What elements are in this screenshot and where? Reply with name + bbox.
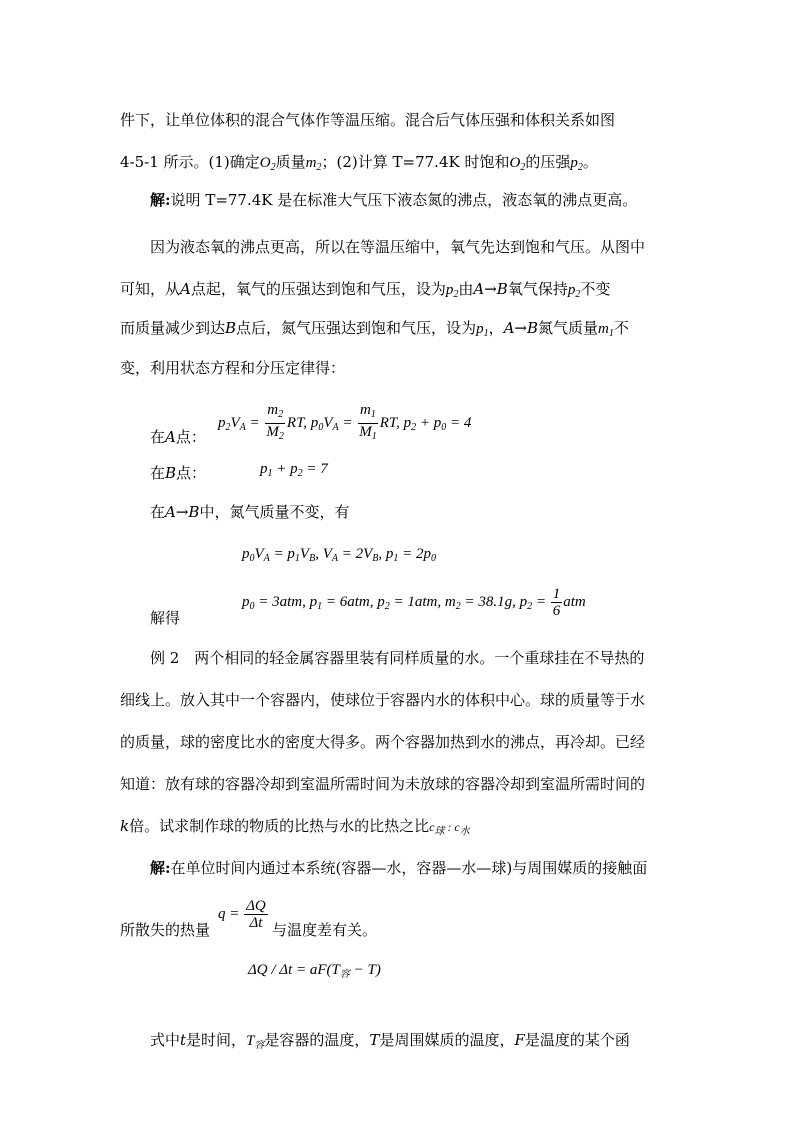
paragraph-line: 可知，从A点起，氧气的压强达到饱和气压，设为$p_2$由A→B氧气保持$p_2$不变 xyxy=(120,280,611,300)
paragraph-line: 所散失的热量 xyxy=(120,921,211,939)
paragraph-line: 式中t是时间，$T_容$是容器的温度，T是周围媒质的温度，F是温度的某个函 xyxy=(150,1031,630,1051)
p1-symbol: $p_1$ xyxy=(476,321,489,339)
p2-symbol: $p_2$ xyxy=(570,155,583,173)
paragraph-line: 与温度差有关。 xyxy=(272,921,378,939)
equation-point-b: $p_1 + p_2 = 7$ xyxy=(260,461,328,479)
paragraph-line: 件下，让单位体积的混合气体作等温压缩。混合后气体压强和体积关系如图 xyxy=(120,111,616,129)
o2-symbol: $O_2$ xyxy=(509,155,526,173)
m1-symbol: $m_1$ xyxy=(598,321,614,339)
p2-symbol: $p_2$ xyxy=(567,282,581,300)
solution-paragraph: 解:在单位时间内通过本系统(容器—水，容器—水—球)与周围媒质的接触面 xyxy=(150,859,648,877)
label-solve: 解得 xyxy=(150,609,181,627)
paragraph-line: 在A→B中，氮气质量不变，有 xyxy=(150,503,350,521)
equation-point-a: $p_2V_A$ = $\frac{m_2}{M_2}$ RT, $p_0V_A$ = $\frac{m_1}{M_1}$ RT, $p_2 + p_0 = 4$ xyxy=(218,402,472,442)
paragraph-line: 而质量减少到达B点后，氮气压强达到饱和气压，设为$p_1$，A→B氮气质量$m_1$不 xyxy=(120,319,629,339)
equation-solution: $p_0 = 3atm$, $p_1 = 6atm$, $p_2 = 1atm$, $m_2 = 38.1g$, $p_2$ = $\frac{1}{6}$ atm xyxy=(242,586,586,619)
t-container-symbol: $T_容$ xyxy=(246,1033,265,1051)
o2-symbol: $O_2$ xyxy=(259,155,276,173)
paragraph-line: 因为液态氧的沸点更高，所以在等温压缩中，氧气先达到饱和气压。从图中 xyxy=(150,238,646,256)
paragraph-line: 细线上。放入其中一个容器内，使球位于容器内水的体积中心。球的质量等于水 xyxy=(120,691,646,709)
paragraph-line: 知道：放有球的容器冷却到室温所需时间为未放球的容器冷却到室温所需时间的 xyxy=(120,775,646,793)
label-point-b: 在B点： xyxy=(150,464,207,482)
equation-heat-rate: q = $\frac{\Delta Q}{\Delta t}$ xyxy=(218,898,266,931)
paragraph-line: 变，利用状态方程和分压定律得： xyxy=(120,359,346,377)
paragraph-line: k倍。试求制作球的物质的比热与水的比热之比$c_球$ : $c_水$ xyxy=(120,817,470,837)
p2-symbol: $p_2$ xyxy=(445,282,459,300)
m2-symbol: $m_2$ xyxy=(305,155,322,173)
label-point-a: 在A点： xyxy=(150,428,206,446)
solution-paragraph: 解:说明 T=77.4K 是在标准大气压下液态氮的沸点，液态氧的沸点更高。 xyxy=(150,191,638,209)
paragraph-line: 4-5-1 所示。(1)确定$O_2$质量$m_2$；(2)计算 T=77.4K 时饱和$O_2$的压强$p_2$。 xyxy=(120,153,598,173)
heat-ratio-symbol: $c_球$ : $c_水$ xyxy=(429,820,470,837)
equation-heat-loss: $\Delta Q / \Delta t = aF(T_容 - T)$ xyxy=(248,962,381,980)
paragraph-line: 的质量，球的密度比水的密度大得多。两个容器加热到水的沸点，再冷却。已经 xyxy=(120,733,646,751)
example-heading: 例 2 两个相同的轻金属容器里装有同样质量的水。一个重球挂在不导热的 xyxy=(150,649,645,667)
equation-a-to-b: $p_0V_A = p_1V_B$, $V_A = 2V_B$, $p_1 = 2p_0$ xyxy=(242,546,436,564)
